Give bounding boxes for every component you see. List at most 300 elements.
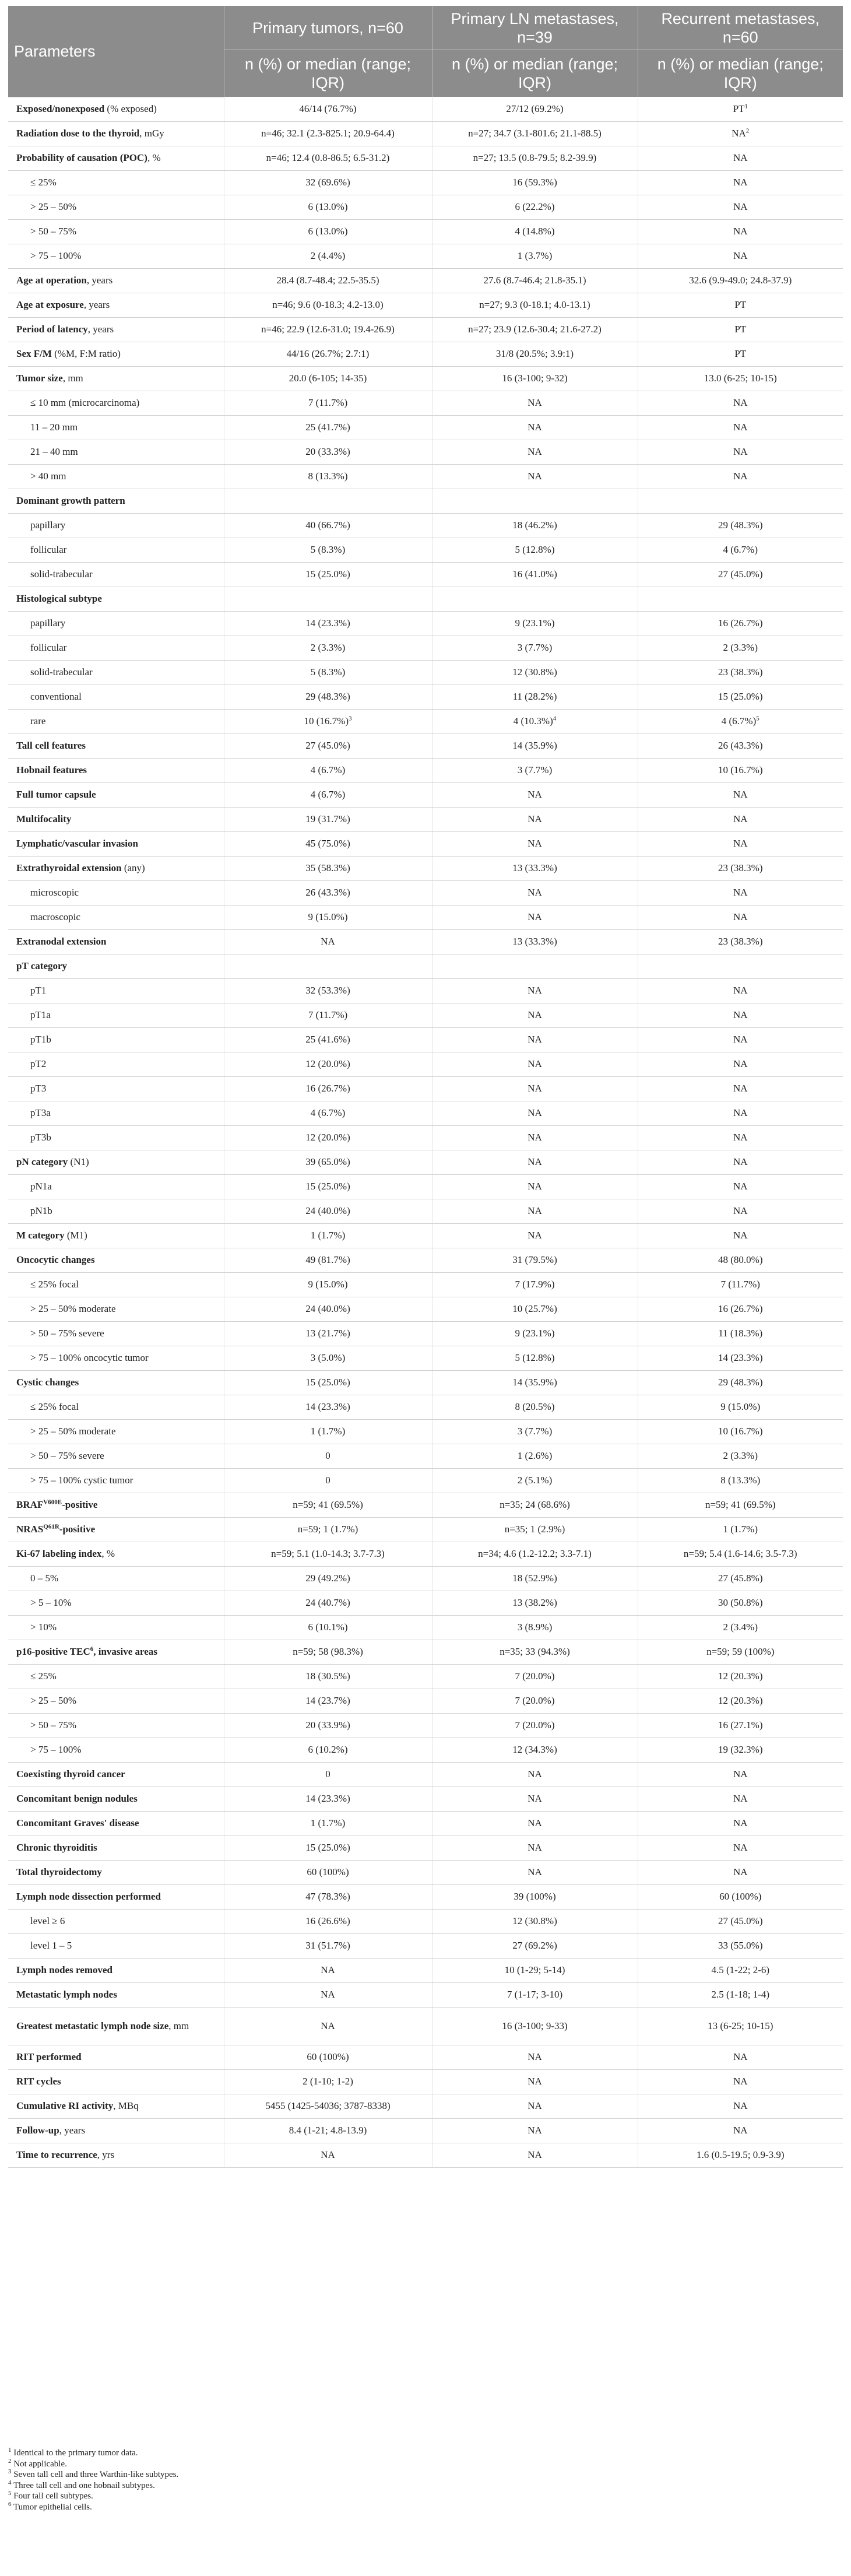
cell-value: 29 (48.3%) bbox=[718, 1377, 763, 1388]
cell-c2 bbox=[432, 513, 638, 538]
row-label-text: pT1a bbox=[30, 1009, 51, 1020]
cell-value: 16 (3-100; 9-32) bbox=[502, 373, 568, 384]
row-label-unit: , years bbox=[83, 299, 110, 310]
row-label bbox=[8, 170, 224, 195]
row-label bbox=[8, 317, 224, 342]
cell-c1 bbox=[224, 856, 432, 880]
table-row bbox=[8, 1664, 843, 1689]
row-label-text: > 75 – 100% oncocytic tumor bbox=[30, 1352, 149, 1363]
cell-c3 bbox=[638, 489, 843, 513]
cell-c3 bbox=[638, 1493, 843, 1517]
cell-c1 bbox=[224, 1395, 432, 1419]
cell-c3 bbox=[638, 1884, 843, 1909]
cell-value: 18 (46.2%) bbox=[512, 520, 557, 531]
cell-c3 bbox=[638, 1248, 843, 1272]
cell-c3 bbox=[638, 562, 843, 587]
cell-value: n=59; 59 (100%) bbox=[706, 1646, 775, 1657]
cell-value: 39 (100%) bbox=[514, 1891, 556, 1902]
row-label bbox=[8, 268, 224, 293]
cell-value: 2 (3.3%) bbox=[310, 642, 346, 653]
cell-c2 bbox=[432, 170, 638, 195]
cell-c2 bbox=[432, 1444, 638, 1468]
cell-value: NA bbox=[528, 1230, 542, 1241]
cell-c2 bbox=[432, 2045, 638, 2069]
cell-c3 bbox=[638, 1860, 843, 1884]
row-label bbox=[8, 905, 224, 929]
cell-value: NA bbox=[733, 1842, 748, 1853]
table-row bbox=[8, 1223, 843, 1248]
cell-c1 bbox=[224, 244, 432, 268]
row-label bbox=[8, 831, 224, 856]
cell-c3 bbox=[638, 978, 843, 1003]
cell-c1 bbox=[224, 2143, 432, 2167]
cell-c3 bbox=[638, 513, 843, 538]
row-label bbox=[8, 1101, 224, 1125]
cell-value: 60 (100%) bbox=[307, 1866, 349, 1877]
table-row bbox=[8, 1174, 843, 1199]
cell-c3 bbox=[638, 244, 843, 268]
cell-c2 bbox=[432, 1836, 638, 1860]
cell-value: 3 (7.7%) bbox=[517, 1426, 553, 1437]
cell-c1 bbox=[224, 293, 432, 317]
cell-c2 bbox=[432, 366, 638, 391]
row-label-text: > 40 mm bbox=[30, 471, 66, 482]
cell-value: 46/14 (76.7%) bbox=[299, 103, 357, 114]
cell-c2 bbox=[432, 562, 638, 587]
cell-value: NA bbox=[733, 911, 748, 922]
table-row bbox=[8, 1272, 843, 1297]
cell-value: 5455 (1425-54036; 3787-8338) bbox=[265, 2100, 391, 2111]
table-row bbox=[8, 1052, 843, 1076]
cell-c3 bbox=[638, 1272, 843, 1297]
row-label bbox=[8, 1419, 224, 1444]
cell-value: NA bbox=[528, 2100, 542, 2111]
row-label-text: Extrathyroidal extension bbox=[16, 862, 122, 873]
table-row bbox=[8, 734, 843, 758]
row-label bbox=[8, 121, 224, 146]
row-label bbox=[8, 464, 224, 489]
row-label-unit: , MBq bbox=[113, 2100, 139, 2111]
row-label-text: > 50 – 75% severe bbox=[30, 1450, 104, 1461]
cell-value: 47 (78.3%) bbox=[305, 1891, 350, 1902]
cell-value: 39 (65.0%) bbox=[305, 1156, 350, 1167]
cell-c2 bbox=[432, 2094, 638, 2118]
table-row bbox=[8, 2118, 843, 2143]
cell-c1 bbox=[224, 513, 432, 538]
cell-c1 bbox=[224, 366, 432, 391]
cell-c2 bbox=[432, 1762, 638, 1787]
table-row bbox=[8, 2143, 843, 2167]
row-label bbox=[8, 1199, 224, 1223]
row-label bbox=[8, 1762, 224, 1787]
cell-c3 bbox=[638, 2143, 843, 2167]
cell-c2 bbox=[432, 782, 638, 807]
row-label-text: Hobnail features bbox=[16, 764, 87, 775]
cell-c2 bbox=[432, 734, 638, 758]
table-row bbox=[8, 954, 843, 978]
cell-value: 60 (100%) bbox=[307, 2051, 349, 2062]
cell-c1 bbox=[224, 1566, 432, 1591]
cell-c1 bbox=[224, 170, 432, 195]
row-label bbox=[8, 146, 224, 170]
cell-c2 bbox=[432, 1909, 638, 1933]
row-label bbox=[8, 1640, 224, 1664]
cell-c2 bbox=[432, 1664, 638, 1689]
row-label-text: RIT cycles bbox=[16, 2076, 61, 2087]
cell-value: n=27; 23.9 (12.6-30.4; 21.6-27.2) bbox=[468, 324, 602, 335]
cell-c2 bbox=[432, 905, 638, 929]
row-label bbox=[8, 1542, 224, 1566]
table-row bbox=[8, 244, 843, 268]
row-label-text: solid-trabecular bbox=[30, 666, 93, 678]
row-label bbox=[8, 1150, 224, 1174]
cell-c2 bbox=[432, 1346, 638, 1370]
cell-value: NA bbox=[733, 152, 748, 163]
table-row bbox=[8, 97, 843, 121]
cell-value: 23 (38.3%) bbox=[718, 666, 763, 678]
row-label-text: Follow-up bbox=[16, 2125, 59, 2136]
table-row bbox=[8, 1321, 843, 1346]
row-label bbox=[8, 1223, 224, 1248]
cell-value: n=27; 9.3 (0-18.1; 4.0-13.1) bbox=[479, 299, 590, 310]
cell-value: 1 (1.7%) bbox=[723, 1524, 758, 1535]
cell-value: 33 (55.0%) bbox=[718, 1940, 763, 1951]
cell-value: n=59; 58 (98.3%) bbox=[293, 1646, 363, 1657]
cell-c3 bbox=[638, 415, 843, 440]
row-label-text: Metastatic lymph nodes bbox=[16, 1989, 117, 2000]
cell-c1 bbox=[224, 1101, 432, 1125]
cell-value: NA bbox=[528, 1793, 542, 1804]
cell-value: 15 (25.0%) bbox=[305, 1842, 350, 1853]
cell-c2 bbox=[432, 146, 638, 170]
cell-c3 bbox=[638, 1199, 843, 1223]
cell-c2 bbox=[432, 1493, 638, 1517]
row-label-unit: (% exposed) bbox=[104, 103, 157, 114]
cell-c3 bbox=[638, 758, 843, 782]
table-row bbox=[8, 880, 843, 905]
cell-c1 bbox=[224, 538, 432, 562]
row-label bbox=[8, 1076, 224, 1101]
cell-value: NA bbox=[733, 1793, 748, 1804]
row-label-text: Dominant growth pattern bbox=[16, 495, 125, 506]
cell-c3 bbox=[638, 2094, 843, 2118]
cell-c1 bbox=[224, 1297, 432, 1321]
cell-c2 bbox=[432, 954, 638, 978]
row-label-text: Period of latency bbox=[16, 324, 88, 335]
cell-value: 4 (14.8%) bbox=[515, 226, 555, 237]
cell-c3 bbox=[638, 685, 843, 709]
cell-value: NA bbox=[733, 985, 748, 996]
cell-value: NA bbox=[321, 1989, 335, 2000]
row-label-text: M category bbox=[16, 1230, 65, 1241]
cell-c3 bbox=[638, 1419, 843, 1444]
cell-value: 4 (10.3%) bbox=[513, 715, 553, 727]
row-label-text: 11 – 20 mm bbox=[30, 422, 78, 433]
cell-value: NA bbox=[733, 201, 748, 212]
cell-value: 8 (13.3%) bbox=[308, 471, 348, 482]
cell-value: 3 (5.0%) bbox=[310, 1352, 346, 1363]
table-row bbox=[8, 1419, 843, 1444]
cell-value: PT bbox=[733, 103, 745, 114]
row-label bbox=[8, 1713, 224, 1738]
row-label-text: 21 – 40 mm bbox=[30, 446, 78, 457]
row-label bbox=[8, 734, 224, 758]
row-label-text: Tall cell features bbox=[16, 740, 86, 751]
cell-c2 bbox=[432, 1958, 638, 1982]
header-parameters: Parameters bbox=[8, 6, 224, 97]
row-label-text: Multifocality bbox=[16, 813, 72, 824]
cell-c1 bbox=[224, 1909, 432, 1933]
cell-value: 4.5 (1-22; 2-6) bbox=[711, 1964, 770, 1975]
row-label bbox=[8, 636, 224, 660]
cell-c2 bbox=[432, 1052, 638, 1076]
row-label bbox=[8, 2094, 224, 2118]
cell-c1 bbox=[224, 391, 432, 415]
row-label bbox=[8, 1003, 224, 1027]
table-row bbox=[8, 440, 843, 464]
cell-c3 bbox=[638, 905, 843, 929]
cell-c1 bbox=[224, 342, 432, 366]
row-label bbox=[8, 97, 224, 121]
table-row bbox=[8, 1909, 843, 1933]
cell-value: NA bbox=[528, 985, 542, 996]
cell-c1 bbox=[224, 121, 432, 146]
cell-value: 7 (11.7%) bbox=[720, 1279, 760, 1290]
cell-value: 31/8 (20.5%; 3.9:1) bbox=[495, 348, 574, 359]
cell-value: 16 (59.3%) bbox=[512, 177, 557, 188]
table-row bbox=[8, 1199, 843, 1223]
table-row bbox=[8, 1076, 843, 1101]
table-row bbox=[8, 489, 843, 513]
table-row bbox=[8, 1027, 843, 1052]
cell-value: 10 (25.7%) bbox=[512, 1303, 557, 1314]
cell-c1 bbox=[224, 1199, 432, 1223]
cell-value: 13 (6-25; 10-15) bbox=[708, 2020, 773, 2031]
cell-value: 12 (30.8%) bbox=[512, 1915, 557, 1926]
cell-value: 13 (21.7%) bbox=[305, 1328, 350, 1339]
table-row bbox=[8, 1003, 843, 1027]
cell-c1 bbox=[224, 1884, 432, 1909]
table-row bbox=[8, 1395, 843, 1419]
cell-c1 bbox=[224, 636, 432, 660]
cell-c3 bbox=[638, 587, 843, 611]
cell-value: NA bbox=[733, 1156, 748, 1167]
cell-c2 bbox=[432, 1297, 638, 1321]
cell-c2 bbox=[432, 1321, 638, 1346]
row-label-text: pT3 bbox=[30, 1083, 47, 1094]
row-label bbox=[8, 1615, 224, 1640]
table-row bbox=[8, 856, 843, 880]
table-row bbox=[8, 1297, 843, 1321]
cell-c1 bbox=[224, 1468, 432, 1493]
row-label bbox=[8, 807, 224, 831]
row-label bbox=[8, 1444, 224, 1468]
cell-value: 27 (45.0%) bbox=[305, 740, 350, 751]
row-label-text: Histological subtype bbox=[16, 593, 102, 604]
row-label bbox=[8, 2007, 224, 2045]
cell-c3 bbox=[638, 1640, 843, 1664]
row-label-text: papillary bbox=[30, 617, 66, 629]
cell-value: 10 (16.7%) bbox=[304, 715, 349, 727]
cell-value: 29 (49.2%) bbox=[305, 1573, 350, 1584]
table-row bbox=[8, 685, 843, 709]
cell-c2 bbox=[432, 440, 638, 464]
row-label-text: BRAF bbox=[16, 1499, 44, 1510]
cell-value: 14 (23.7%) bbox=[305, 1695, 350, 1706]
row-label bbox=[8, 415, 224, 440]
cell-c3 bbox=[638, 1811, 843, 1836]
cell-c2 bbox=[432, 1738, 638, 1762]
footnotes bbox=[8, 2448, 824, 2512]
cell-value: 3 (8.9%) bbox=[517, 1622, 553, 1633]
cell-c2 bbox=[432, 2007, 638, 2045]
cell-value: 5 (12.8%) bbox=[515, 1352, 555, 1363]
row-label bbox=[8, 1958, 224, 1982]
footnote-text: Seven tall cell and three Warthin-like subtypes. bbox=[13, 2470, 179, 2479]
cell-value: 10 (1-29; 5-14) bbox=[504, 1964, 565, 1975]
cell-value: 7 (20.0%) bbox=[515, 1719, 555, 1731]
cell-c3 bbox=[638, 2007, 843, 2045]
table-row bbox=[8, 1125, 843, 1150]
cell-value: 1.6 (0.5-19.5; 0.9-3.9) bbox=[696, 2149, 785, 2160]
cell-c1 bbox=[224, 1346, 432, 1370]
table-row bbox=[8, 1836, 843, 1860]
table-row bbox=[8, 366, 843, 391]
cell-value: PT bbox=[734, 324, 747, 335]
cell-c2 bbox=[432, 685, 638, 709]
cell-c1 bbox=[224, 954, 432, 978]
cell-value: 15 (25.0%) bbox=[305, 1181, 350, 1192]
cell-c3 bbox=[638, 1150, 843, 1174]
table-row bbox=[8, 758, 843, 782]
cell-value: NA bbox=[733, 813, 748, 824]
table-row bbox=[8, 587, 843, 611]
cell-c2 bbox=[432, 1272, 638, 1297]
cell-c1 bbox=[224, 587, 432, 611]
cell-value: 24 (40.7%) bbox=[305, 1597, 350, 1608]
table-row bbox=[8, 1517, 843, 1542]
cell-c1 bbox=[224, 415, 432, 440]
table-row bbox=[8, 195, 843, 219]
cell-c3 bbox=[638, 636, 843, 660]
cell-value: 40 (66.7%) bbox=[305, 520, 350, 531]
row-label bbox=[8, 1297, 224, 1321]
row-label bbox=[8, 954, 224, 978]
row-label-text: RIT performed bbox=[16, 2051, 82, 2062]
cell-c2 bbox=[432, 1517, 638, 1542]
cell-c3 bbox=[638, 1370, 843, 1395]
table-row bbox=[8, 513, 843, 538]
row-label bbox=[8, 1395, 224, 1419]
cell-value: 2 (3.3%) bbox=[723, 642, 758, 653]
cell-value: NA bbox=[733, 250, 748, 261]
cell-value: NA bbox=[733, 1817, 748, 1829]
cell-c2 bbox=[432, 195, 638, 219]
cell-value: n=46; 9.6 (0-18.3; 4.2-13.0) bbox=[272, 299, 384, 310]
cell-c1 bbox=[224, 1321, 432, 1346]
cell-value: NA bbox=[733, 1058, 748, 1069]
cell-value: NA bbox=[733, 1230, 748, 1241]
cell-c3 bbox=[638, 317, 843, 342]
table-row bbox=[8, 636, 843, 660]
cell-c3 bbox=[638, 2045, 843, 2069]
row-label bbox=[8, 782, 224, 807]
table-row bbox=[8, 2007, 843, 2045]
row-label-text: Ki-67 labeling index bbox=[16, 1548, 102, 1559]
cell-value: NA bbox=[733, 397, 748, 408]
cell-c3 bbox=[638, 611, 843, 636]
table-row bbox=[8, 1248, 843, 1272]
cell-c3 bbox=[638, 219, 843, 244]
row-label-text: pT1 bbox=[30, 985, 47, 996]
row-label-text: Age at exposure bbox=[16, 299, 84, 310]
cell-c1 bbox=[224, 1052, 432, 1076]
cell-value: 25 (41.6%) bbox=[305, 1034, 350, 1045]
row-label bbox=[8, 1909, 224, 1933]
row-label-text: Cystic changes bbox=[16, 1377, 79, 1388]
row-label bbox=[8, 2069, 224, 2094]
cell-c1 bbox=[224, 1762, 432, 1787]
cell-value: 14 (35.9%) bbox=[512, 1377, 557, 1388]
cell-value: 48 (80.0%) bbox=[718, 1254, 763, 1265]
row-label-text: Sex F/M bbox=[16, 348, 52, 359]
row-label-text: Chronic thyroiditis bbox=[16, 1842, 97, 1853]
row-label-text: pN1a bbox=[30, 1181, 52, 1192]
cell-c3 bbox=[638, 1591, 843, 1615]
cell-c2 bbox=[432, 1199, 638, 1223]
footnote bbox=[8, 2502, 824, 2513]
cell-value: 60 (100%) bbox=[719, 1891, 762, 1902]
cell-c1 bbox=[224, 1811, 432, 1836]
cell-value: 11 (28.2%) bbox=[512, 691, 557, 702]
row-label-text: ≤ 25% bbox=[30, 177, 57, 188]
footnote-text: Not applicable. bbox=[13, 2459, 67, 2469]
cell-c1 bbox=[224, 1958, 432, 1982]
cell-value: 15 (25.0%) bbox=[718, 691, 763, 702]
cell-value: 26 (43.3%) bbox=[305, 887, 350, 898]
cell-c2 bbox=[432, 1125, 638, 1150]
row-label-superscript: 6 bbox=[90, 1645, 94, 1653]
cell-value: 20 (33.3%) bbox=[305, 446, 350, 457]
cell-c3 bbox=[638, 1836, 843, 1860]
cell-c1 bbox=[224, 1223, 432, 1248]
cell-c2 bbox=[432, 317, 638, 342]
footnote-mark: 6 bbox=[8, 2500, 12, 2508]
cell-c2 bbox=[432, 489, 638, 513]
cell-value: NA bbox=[528, 2125, 542, 2136]
row-label bbox=[8, 342, 224, 366]
row-label-text: Coexisting thyroid cancer bbox=[16, 1768, 125, 1780]
row-label bbox=[8, 1860, 224, 1884]
table-header bbox=[8, 6, 843, 97]
row-label bbox=[8, 758, 224, 782]
row-label-unit: (any) bbox=[121, 862, 145, 873]
header-subtitle: n (%) or median (range; IQR) bbox=[432, 50, 638, 97]
row-label bbox=[8, 611, 224, 636]
cell-value: 49 (81.7%) bbox=[305, 1254, 350, 1265]
cell-value: 44/16 (26.7%; 2.7:1) bbox=[286, 348, 370, 359]
table-row bbox=[8, 1468, 843, 1493]
cell-c1 bbox=[224, 611, 432, 636]
cell-value: 3 (7.7%) bbox=[517, 642, 553, 653]
table-row bbox=[8, 831, 843, 856]
cell-value: 10 (16.7%) bbox=[718, 764, 763, 775]
cell-value: NA bbox=[528, 1768, 542, 1780]
cell-c3 bbox=[638, 440, 843, 464]
cell-value: 30 (50.8%) bbox=[718, 1597, 763, 1608]
row-label bbox=[8, 1125, 224, 1150]
cell-value: n=59; 5.1 (1.0-14.3; 3.7-7.3) bbox=[271, 1548, 385, 1559]
